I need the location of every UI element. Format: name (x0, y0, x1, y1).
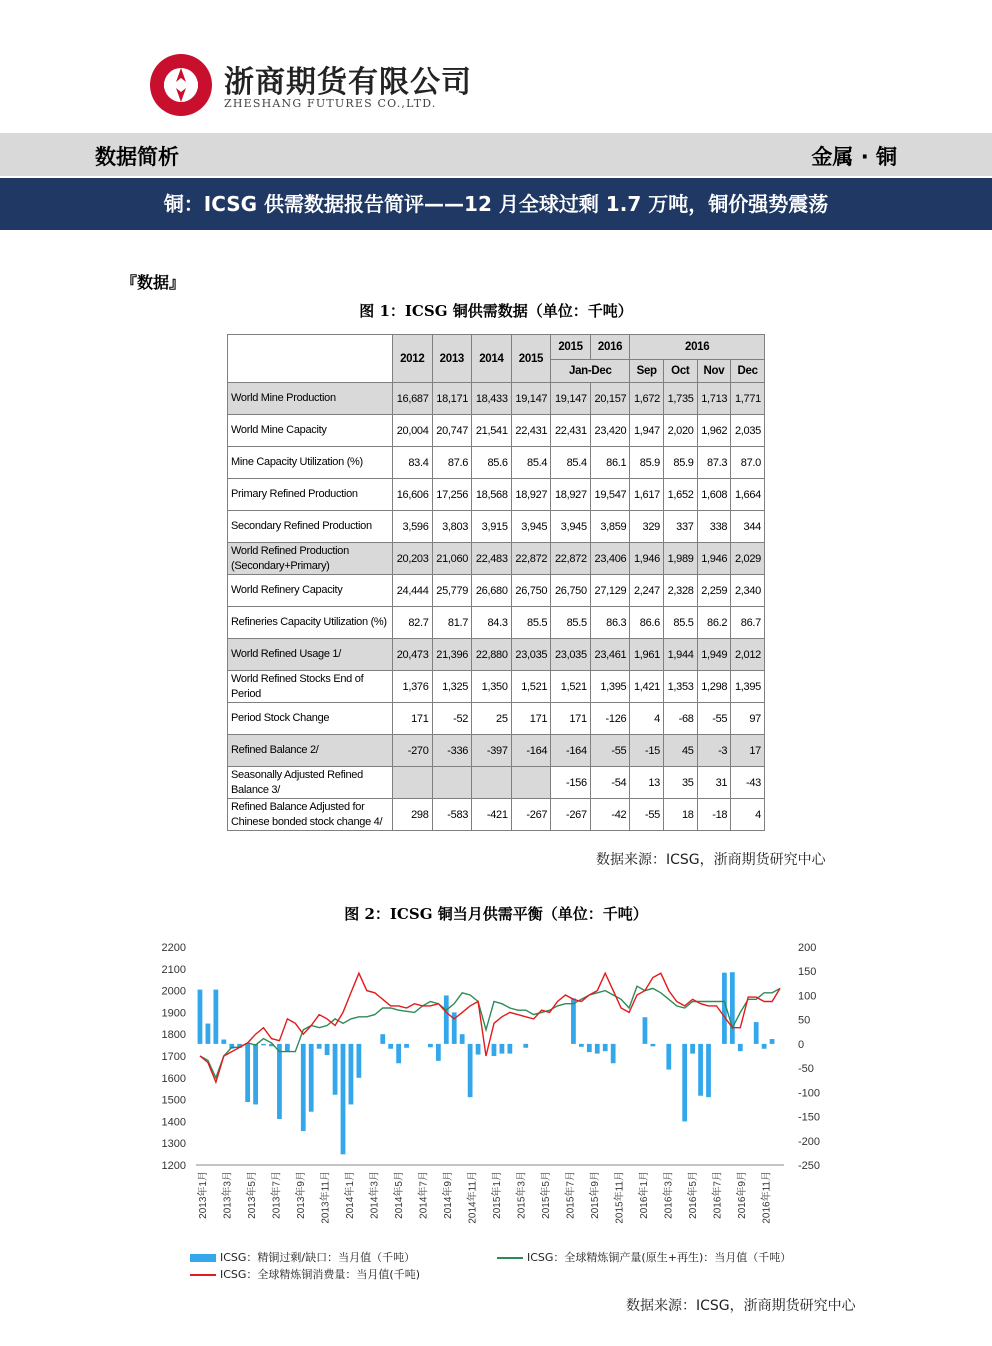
table-cell: 16,687 (393, 383, 433, 415)
table-cell: 2,247 (630, 575, 664, 607)
table-cell: 23,035 (551, 639, 591, 671)
col-header-2016-ytd: 2016 (590, 335, 630, 360)
table-cell: 16,606 (393, 479, 433, 511)
right-tick-label: -250 (798, 1160, 821, 1172)
table-cell: 1,771 (731, 383, 765, 415)
table-cell: 31 (697, 767, 731, 799)
row-label: World Refinery Capacity (228, 575, 393, 607)
table-cell: 26,680 (472, 575, 512, 607)
table-cell: 1,617 (630, 479, 664, 511)
balance-bar (428, 1044, 433, 1047)
table-cell: 18,927 (511, 479, 551, 511)
table-cell: 21,541 (472, 415, 512, 447)
table-cell: 20,157 (590, 383, 630, 415)
row-label: World Refined Stocks End of Period (228, 671, 393, 703)
table-cell: -270 (393, 735, 433, 767)
row-label: Refined Balance Adjusted for Chinese bonded stock change 4/ (228, 799, 393, 831)
table-cell: 19,547 (590, 479, 630, 511)
row-label: Mine Capacity Utilization (%) (228, 447, 393, 479)
balance-bar (245, 1044, 250, 1102)
balance-bar (396, 1044, 401, 1063)
left-tick-label: 1800 (161, 1029, 186, 1042)
x-tick-label: 2016年5月 (688, 1171, 700, 1219)
table-cell (393, 767, 433, 799)
table-cell: 1,421 (630, 671, 664, 703)
col-header-2012: 2012 (393, 335, 433, 383)
right-tick-label: -200 (798, 1135, 821, 1148)
table-cell: 20,473 (393, 639, 433, 671)
table-cell: 18,433 (472, 383, 512, 415)
table-row (228, 639, 765, 671)
left-tick-label: 1900 (161, 1007, 186, 1020)
col-header-2013: 2013 (432, 335, 472, 383)
table-row (228, 479, 765, 511)
balance-bar (754, 1022, 759, 1044)
table-cell: 2,328 (664, 575, 698, 607)
table-cell: 298 (393, 799, 433, 831)
row-label: World Mine Production (228, 383, 393, 415)
x-tick-label: 2013年7月 (271, 1171, 283, 1219)
col-header-group-2016: 2016 (630, 335, 765, 360)
table-cell: 3,945 (551, 511, 591, 543)
row-label: World Mine Capacity (228, 415, 393, 447)
table-cell: 20,203 (393, 543, 433, 575)
company-name-en: ZHESHANG FUTURES CO.,LTD. (224, 97, 437, 110)
balance-bar (357, 1044, 362, 1078)
table-cell: 1,395 (590, 671, 630, 703)
table-cell: 2,012 (731, 639, 765, 671)
table-cell: 83.4 (393, 447, 433, 479)
row-label: Period Stock Change (228, 703, 393, 735)
x-tick-label: 2016年1月 (639, 1171, 651, 1219)
balance-bar (651, 1044, 656, 1046)
col-header-2015: 2015 (511, 335, 551, 383)
balance-bar (523, 1044, 528, 1048)
table-cell: 18,927 (551, 479, 591, 511)
row-label: Seasonally Adjusted Refined Balance 3/ (228, 767, 393, 799)
table-cell: 338 (697, 511, 731, 543)
balance-bar (325, 1044, 330, 1055)
table-cell: 4 (630, 703, 664, 735)
table-cell: 21,060 (432, 543, 472, 575)
balance-bar (611, 1044, 616, 1063)
balance-bar (317, 1044, 322, 1049)
x-tick-label: 2014年5月 (394, 1171, 406, 1219)
table-cell: 1,946 (697, 543, 731, 575)
legend-bar-label: ICSG：精铜过剩/缺口：当月值（千吨） (220, 1251, 416, 1264)
table-cell: 97 (731, 703, 765, 735)
x-tick-label: 2016年7月 (712, 1171, 724, 1219)
table-cell: 2,020 (664, 415, 698, 447)
table-cell: -68 (664, 703, 698, 735)
table-cell: 86.1 (590, 447, 630, 479)
x-tick-label: 2013年1月 (198, 1171, 210, 1219)
table-cell: 3,596 (393, 511, 433, 543)
row-label: World Refined Production (Secondary+Primary) (228, 543, 393, 575)
balance-chart (0, 935, 992, 1245)
table-cell: 23,461 (590, 639, 630, 671)
balance-bar (333, 1044, 338, 1095)
x-tick-label: 2014年9月 (443, 1171, 455, 1219)
table-cell: 85.5 (551, 607, 591, 639)
legend-green-swatch (497, 1257, 523, 1259)
table-cell: 85.5 (664, 607, 698, 639)
figure1-title: 图 1：ICSG 铜供需数据（单位：千吨） (359, 302, 633, 320)
row-label: World Refined Usage 1/ (228, 639, 393, 671)
balance-bar (380, 1034, 385, 1044)
balance-bar (285, 1044, 290, 1051)
table-cell: 13 (630, 767, 664, 799)
table-cell: 86.2 (697, 607, 731, 639)
balance-bar (221, 1040, 226, 1044)
table-row (228, 447, 765, 479)
table-row (228, 383, 765, 415)
table-cell: 23,035 (511, 639, 551, 671)
table-cell: 84.3 (472, 607, 512, 639)
supply-demand-table (227, 334, 765, 831)
legend-red-swatch (190, 1274, 216, 1276)
table-cell (432, 767, 472, 799)
left-tick-label: 1400 (161, 1116, 186, 1129)
legend-red-label: ICSG：全球精炼铜消费量：当月值(千吨) (220, 1268, 421, 1281)
table-cell: -421 (472, 799, 512, 831)
right-tick-label: 50 (798, 1014, 811, 1027)
right-tick-label: -50 (798, 1063, 814, 1076)
col-header-2014: 2014 (472, 335, 512, 383)
balance-bar (698, 1044, 703, 1096)
table-row (228, 767, 765, 799)
table-cell: 1,962 (697, 415, 731, 447)
left-tick-label: 1300 (161, 1138, 186, 1151)
company-logo-icon (148, 52, 214, 118)
table-cell: 23,420 (590, 415, 630, 447)
balance-bar (507, 1044, 512, 1054)
balance-bar (198, 990, 203, 1044)
x-tick-label: 2016年3月 (663, 1171, 675, 1219)
table-cell: 1,325 (432, 671, 472, 703)
table-cell: 20,747 (432, 415, 472, 447)
table-cell: 87.3 (697, 447, 731, 479)
table-row (228, 671, 765, 703)
table-cell: 1,672 (630, 383, 664, 415)
table-cell: 1,947 (630, 415, 664, 447)
table-cell: 21,396 (432, 639, 472, 671)
x-tick-label: 2015年5月 (541, 1171, 553, 1219)
company-name-cn: 浙商期货有限公司 (224, 65, 472, 100)
table-cell: 1,735 (664, 383, 698, 415)
table-cell: 85.4 (511, 447, 551, 479)
table-cell: 1,989 (664, 543, 698, 575)
table-cell (511, 767, 551, 799)
balance-bar (579, 1044, 584, 1047)
row-label: Primary Refined Production (228, 479, 393, 511)
balance-bar (301, 1044, 306, 1131)
table-cell: -3 (697, 735, 731, 767)
table-cell: -43 (731, 767, 765, 799)
table-cell: -156 (551, 767, 591, 799)
table-cell: 81.7 (432, 607, 472, 639)
balance-bar (770, 1039, 775, 1044)
table-cell: 4 (731, 799, 765, 831)
x-tick-label: 2013年5月 (247, 1171, 259, 1219)
col-header-jan-dec: Jan-Dec (551, 360, 630, 383)
table-cell: 18 (664, 799, 698, 831)
x-tick-label: 2015年3月 (516, 1171, 528, 1219)
table-cell: 18,568 (472, 479, 512, 511)
right-tick-label: -100 (798, 1087, 821, 1100)
balance-bar (341, 1044, 346, 1154)
table-cell: 1,949 (697, 639, 731, 671)
table-cell: 1,944 (664, 639, 698, 671)
balance-bar (349, 1044, 354, 1105)
table-cell: 87.0 (731, 447, 765, 479)
table-cell: -397 (472, 735, 512, 767)
x-tick-label: 2014年3月 (369, 1171, 381, 1219)
table-cell: 1,521 (511, 671, 551, 703)
balance-bar (595, 1044, 600, 1054)
table-cell: -164 (511, 735, 551, 767)
section-label: 『数据』 (121, 273, 186, 292)
table-cell: 22,431 (551, 415, 591, 447)
balance-bar (388, 1044, 393, 1049)
left-tick-label: 1700 (161, 1051, 186, 1063)
right-tick-label: 0 (798, 1038, 805, 1051)
legend-bar (190, 1249, 415, 1265)
table-cell: 1,350 (472, 671, 512, 703)
table-cell: 1,353 (664, 671, 698, 703)
table-cell: 1,395 (731, 671, 765, 703)
table-row (228, 735, 765, 767)
table-cell: 1,521 (551, 671, 591, 703)
table-cell: 85.5 (511, 607, 551, 639)
table-cell: 45 (664, 735, 698, 767)
table-cell: -336 (432, 735, 472, 767)
table-cell: 3,945 (511, 511, 551, 543)
balance-bar (643, 1017, 648, 1044)
col-header-2015-ytd: 2015 (551, 335, 591, 360)
table-row (228, 703, 765, 735)
consumption-line (200, 973, 780, 1082)
x-tick-label: 2016年9月 (737, 1171, 749, 1219)
table-cell: -54 (590, 767, 630, 799)
balance-bar (666, 1044, 671, 1070)
balance-bar (571, 998, 576, 1044)
left-tick-label: 2100 (161, 963, 186, 976)
table-cell: -55 (590, 735, 630, 767)
table-cell: 1,713 (697, 383, 731, 415)
x-tick-label: 2015年9月 (590, 1171, 602, 1219)
table-cell: 17,256 (432, 479, 472, 511)
table-cell: -583 (432, 799, 472, 831)
category-left: 数据简析 (95, 145, 179, 169)
balance-bar (309, 1044, 314, 1112)
balance-bar (444, 995, 449, 1043)
balance-bar (738, 1044, 743, 1051)
table-cell: -55 (630, 799, 664, 831)
table-cell: 85.6 (472, 447, 512, 479)
table-cell: -164 (551, 735, 591, 767)
table-cell: 24,444 (393, 575, 433, 607)
balance-bar (436, 1044, 441, 1061)
x-tick-label: 2013年11月 (320, 1171, 332, 1224)
table-cell: 3,859 (590, 511, 630, 543)
table-cell: -267 (551, 799, 591, 831)
balance-bar (730, 972, 735, 1044)
left-tick-label: 1200 (161, 1160, 186, 1172)
table-cell: 22,880 (472, 639, 512, 671)
balance-bar (682, 1044, 687, 1122)
table-cell (472, 767, 512, 799)
legend-green (497, 1249, 791, 1265)
table-cell: 85.9 (664, 447, 698, 479)
balance-bar (500, 1044, 505, 1054)
left-tick-label: 2200 (161, 942, 186, 954)
table-row (228, 575, 765, 607)
row-label: Secondary Refined Production (228, 511, 393, 543)
balance-bar (468, 1044, 473, 1097)
balance-bar (277, 1044, 282, 1119)
table-cell: 86.3 (590, 607, 630, 639)
table-row (228, 511, 765, 543)
x-tick-label: 2014年7月 (418, 1171, 430, 1219)
x-tick-label: 2013年3月 (222, 1171, 234, 1219)
balance-bar (603, 1044, 608, 1051)
col-header-oct: Oct (664, 360, 698, 383)
table-cell: -55 (697, 703, 731, 735)
table-row (228, 543, 765, 575)
table-cell: 25 (472, 703, 512, 735)
table-cell: -126 (590, 703, 630, 735)
x-tick-label: 2015年11月 (614, 1171, 626, 1224)
table-cell: 26,750 (551, 575, 591, 607)
balance-bar (706, 1044, 711, 1097)
table-cell: 20,004 (393, 415, 433, 447)
table-cell: 2,029 (731, 543, 765, 575)
table-cell: 23,406 (590, 543, 630, 575)
x-tick-label: 2015年1月 (492, 1171, 504, 1219)
balance-bar (690, 1044, 695, 1054)
table-cell: 22,431 (511, 415, 551, 447)
table-cell: 22,872 (511, 543, 551, 575)
balance-bar (476, 1044, 481, 1055)
table-cell: 1,376 (393, 671, 433, 703)
table-cell: 26,750 (511, 575, 551, 607)
table-corner (228, 335, 393, 383)
figure1-source: 数据来源：ICSG，浙商期货研究中心 (596, 852, 826, 868)
right-tick-label: -150 (798, 1111, 821, 1124)
balance-bar (587, 1044, 592, 1052)
table-cell: 171 (393, 703, 433, 735)
category-right: 金属 · 铜 (811, 145, 897, 169)
table-cell: -52 (432, 703, 472, 735)
row-label: Refineries Capacity Utilization (%) (228, 607, 393, 639)
table-cell: 1,652 (664, 479, 698, 511)
table-cell: 1,608 (697, 479, 731, 511)
table-cell: 85.4 (551, 447, 591, 479)
table-cell: -42 (590, 799, 630, 831)
table-cell: -18 (697, 799, 731, 831)
right-tick-label: 200 (798, 942, 817, 954)
balance-bar (492, 1044, 497, 1056)
col-header-nov: Nov (697, 360, 731, 383)
right-tick-label: 150 (798, 966, 817, 979)
right-tick-label: 100 (798, 990, 817, 1003)
table-cell: 85.9 (630, 447, 664, 479)
left-tick-label: 1500 (161, 1094, 186, 1107)
table-cell: 2,035 (731, 415, 765, 447)
table-cell: 17 (731, 735, 765, 767)
table-cell: 35 (664, 767, 698, 799)
figure2-title: 图 2：ICSG 铜当月供需平衡（单位：千吨） (344, 905, 648, 923)
table-cell: 22,483 (472, 543, 512, 575)
x-tick-label: 2014年11月 (467, 1171, 479, 1224)
table-cell: 3,803 (432, 511, 472, 543)
balance-bar (253, 1044, 258, 1105)
table-cell: 19,147 (551, 383, 591, 415)
table-cell: 1,946 (630, 543, 664, 575)
table-cell: 25,779 (432, 575, 472, 607)
table-cell: 18,171 (432, 383, 472, 415)
x-tick-label: 2014年1月 (345, 1171, 357, 1219)
x-tick-label: 2016年11月 (761, 1171, 773, 1224)
table-cell: 2,340 (731, 575, 765, 607)
legend-bar-swatch (190, 1254, 216, 1262)
table-cell: 86.7 (731, 607, 765, 639)
table-cell: 337 (664, 511, 698, 543)
table-cell: 27,129 (590, 575, 630, 607)
table-cell: 171 (511, 703, 551, 735)
table-cell: 1,298 (697, 671, 731, 703)
table-cell: 82.7 (393, 607, 433, 639)
table-cell: 2,259 (697, 575, 731, 607)
x-tick-label: 2015年7月 (565, 1171, 577, 1219)
table-cell: 19,147 (511, 383, 551, 415)
table-cell: 3,915 (472, 511, 512, 543)
table-cell: 344 (731, 511, 765, 543)
table-cell: 86.6 (630, 607, 664, 639)
col-header-dec: Dec (731, 360, 765, 383)
left-tick-label: 2000 (161, 985, 186, 998)
legend-red (190, 1266, 420, 1282)
report-title: 铜：ICSG 供需数据报告简评——12 月全球过剩 1.7 万吨，铜价强势震荡 (163, 192, 829, 216)
left-tick-label: 1600 (161, 1072, 186, 1085)
balance-bar (762, 1044, 767, 1049)
table-cell: -267 (511, 799, 551, 831)
balance-bar (460, 1034, 465, 1044)
table-cell: 22,872 (551, 543, 591, 575)
balance-bar (261, 1044, 266, 1045)
figure2-source: 数据来源：ICSG，浙商期货研究中心 (626, 1298, 856, 1314)
table-cell: 1,664 (731, 479, 765, 511)
row-label: Refined Balance 2/ (228, 735, 393, 767)
table-cell: 329 (630, 511, 664, 543)
balance-bar (213, 990, 218, 1044)
table-row (228, 415, 765, 447)
table-cell: 87.6 (432, 447, 472, 479)
table-cell: 171 (551, 703, 591, 735)
col-header-sep: Sep (630, 360, 664, 383)
table-cell: -15 (630, 735, 664, 767)
table-row (228, 799, 765, 831)
balance-bar (206, 1024, 211, 1044)
x-tick-label: 2013年9月 (296, 1171, 308, 1219)
table-row (228, 607, 765, 639)
table-cell: 1,961 (630, 639, 664, 671)
legend-green-label: ICSG：全球精炼铜产量(原生+再生)：当月值（千吨） (527, 1251, 792, 1264)
balance-bar (404, 1044, 409, 1048)
